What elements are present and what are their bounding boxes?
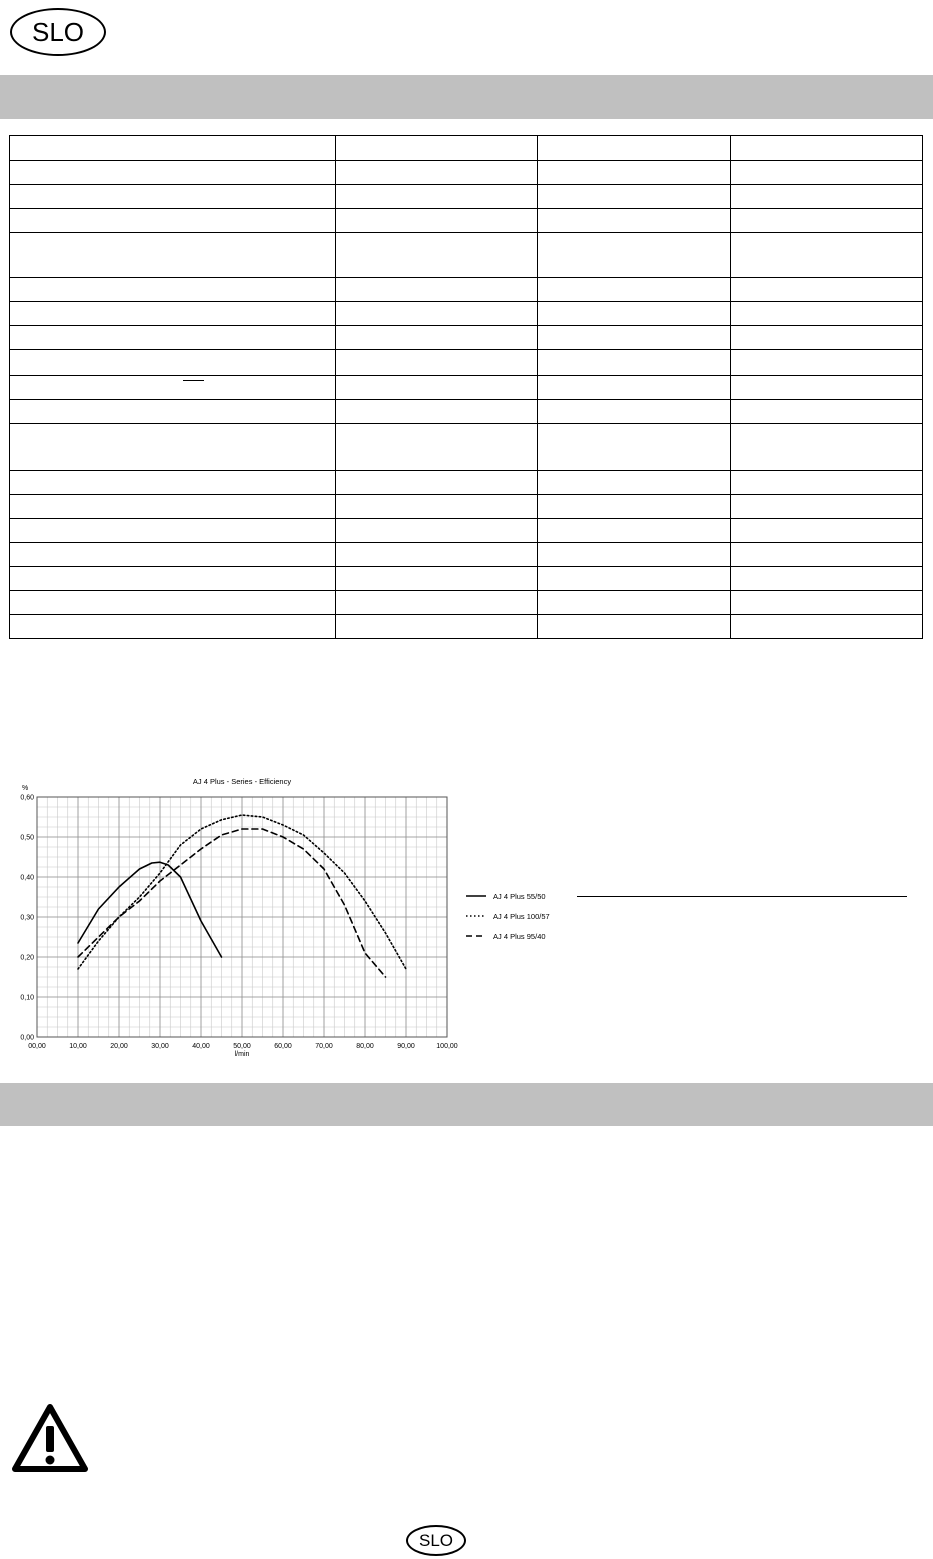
table-cell <box>10 567 336 591</box>
table-row <box>10 278 923 302</box>
table-cell <box>336 233 538 278</box>
table-cell <box>336 400 538 424</box>
y-tick-label: 0,20 <box>20 954 34 962</box>
table-cell <box>731 615 923 639</box>
table-cell <box>731 161 923 185</box>
table-cell <box>731 424 923 471</box>
table-cell <box>731 350 923 376</box>
table-row <box>10 376 923 400</box>
legend-label: AJ 4 Plus 100/57 <box>493 912 550 921</box>
table-row <box>10 519 923 543</box>
table-cell <box>538 615 731 639</box>
table-cell <box>731 495 923 519</box>
table-cell <box>731 209 923 233</box>
table-cell <box>538 519 731 543</box>
y-tick-label: 0,00 <box>20 1034 34 1042</box>
table-cell <box>538 233 731 278</box>
table-cell <box>731 326 923 350</box>
table-cell <box>10 136 336 161</box>
table-cell <box>336 326 538 350</box>
y-tick-label: 0,50 <box>20 834 34 842</box>
x-tick-label: 30,00 <box>151 1043 169 1050</box>
x-tick-label: 40,00 <box>192 1043 210 1050</box>
table-cell <box>336 567 538 591</box>
table-cell <box>336 591 538 615</box>
table-cell <box>538 543 731 567</box>
table-row <box>10 302 923 326</box>
table-cell <box>538 471 731 495</box>
y-tick-label: 0,30 <box>20 914 34 922</box>
table-cell <box>336 376 538 400</box>
y-tick-label: 0,10 <box>20 994 34 1002</box>
table-cell <box>731 400 923 424</box>
table-cell <box>336 185 538 209</box>
table-cell <box>10 185 336 209</box>
x-tick-label: 50,00 <box>233 1043 251 1050</box>
x-axis-label: l/min <box>234 1051 250 1058</box>
table-cell <box>538 278 731 302</box>
warning-triangle-icon <box>12 1404 88 1472</box>
table-row <box>10 161 923 185</box>
table-cell <box>336 424 538 471</box>
efficiency-chart <box>0 770 470 1070</box>
table-cell <box>336 302 538 326</box>
table-cell <box>10 495 336 519</box>
x-tick-label: 20,00 <box>110 1043 128 1050</box>
table-cell <box>731 233 923 278</box>
table-cell <box>10 543 336 567</box>
table-cell <box>336 161 538 185</box>
table-cell <box>731 376 923 400</box>
table-cell <box>336 209 538 233</box>
table-cell <box>731 567 923 591</box>
table-cell <box>538 591 731 615</box>
slo-language-badge: SLO <box>10 8 106 56</box>
chart-title: AJ 4 Plus - Series - Efficiency <box>192 777 292 786</box>
table-cell <box>731 185 923 209</box>
table-row <box>10 233 923 278</box>
table-cell <box>10 350 336 376</box>
chart-legend <box>463 888 583 948</box>
table-cell <box>336 278 538 302</box>
table-cell <box>336 350 538 376</box>
table-cell <box>10 400 336 424</box>
table-cell <box>538 567 731 591</box>
section-header-bar <box>0 75 933 119</box>
table-cell <box>731 302 923 326</box>
x-tick-label: 100,00 <box>436 1043 458 1050</box>
table-cell <box>538 136 731 161</box>
legend-label: AJ 4 Plus 95/40 <box>493 932 546 941</box>
table-row <box>10 136 923 161</box>
x-tick-label: 70,00 <box>315 1043 333 1050</box>
table-cell <box>10 615 336 639</box>
table-cell <box>10 302 336 326</box>
table-cell <box>538 350 731 376</box>
table-cell <box>336 471 538 495</box>
table-row <box>10 567 923 591</box>
table-cell <box>10 326 336 350</box>
x-tick-label: 00,00 <box>28 1043 46 1050</box>
section-header-bar-2 <box>0 1083 933 1126</box>
table-cell <box>538 302 731 326</box>
table-cell <box>538 209 731 233</box>
x-tick-label: 10,00 <box>69 1043 87 1050</box>
table-cell <box>10 209 336 233</box>
table-cell <box>731 519 923 543</box>
table-cell <box>336 495 538 519</box>
table-cell <box>336 543 538 567</box>
table-row <box>10 209 923 233</box>
table-row <box>10 591 923 615</box>
table-cell <box>731 471 923 495</box>
y-axis-label: % <box>22 785 29 792</box>
table-cell <box>336 136 538 161</box>
table-cell <box>538 161 731 185</box>
table-row <box>10 424 923 471</box>
table-row <box>10 326 923 350</box>
table-cell <box>538 424 731 471</box>
table-cell <box>731 136 923 161</box>
table-cell <box>731 591 923 615</box>
y-tick-label: 0,60 <box>20 794 34 802</box>
table-row <box>10 495 923 519</box>
y-tick-label: 0,40 <box>20 874 34 882</box>
table-row <box>10 615 923 639</box>
slo-footer-badge: SLO <box>406 1525 466 1556</box>
x-tick-label: 80,00 <box>356 1043 374 1050</box>
table-cell <box>10 519 336 543</box>
table-cell <box>538 326 731 350</box>
x-tick-label: 60,00 <box>274 1043 292 1050</box>
table-row <box>10 400 923 424</box>
table-cell <box>10 376 336 400</box>
overline-mark <box>183 380 204 381</box>
table-cell <box>336 519 538 543</box>
table-cell <box>10 278 336 302</box>
table-cell <box>538 185 731 209</box>
legend-underline <box>577 896 907 897</box>
technical-data-table <box>9 135 923 639</box>
table-row <box>10 185 923 209</box>
table-cell <box>538 495 731 519</box>
table-cell <box>336 615 538 639</box>
table-row <box>10 543 923 567</box>
legend-label: AJ 4 Plus 55/50 <box>493 892 546 901</box>
table-cell <box>538 376 731 400</box>
table-cell <box>10 161 336 185</box>
table-row <box>10 350 923 376</box>
table-cell <box>10 471 336 495</box>
table-cell <box>10 233 336 278</box>
table-cell <box>10 591 336 615</box>
table-cell <box>731 278 923 302</box>
table-row <box>10 471 923 495</box>
table-cell <box>10 424 336 471</box>
table-cell <box>731 543 923 567</box>
table-cell <box>538 400 731 424</box>
x-tick-label: 90,00 <box>397 1043 415 1050</box>
